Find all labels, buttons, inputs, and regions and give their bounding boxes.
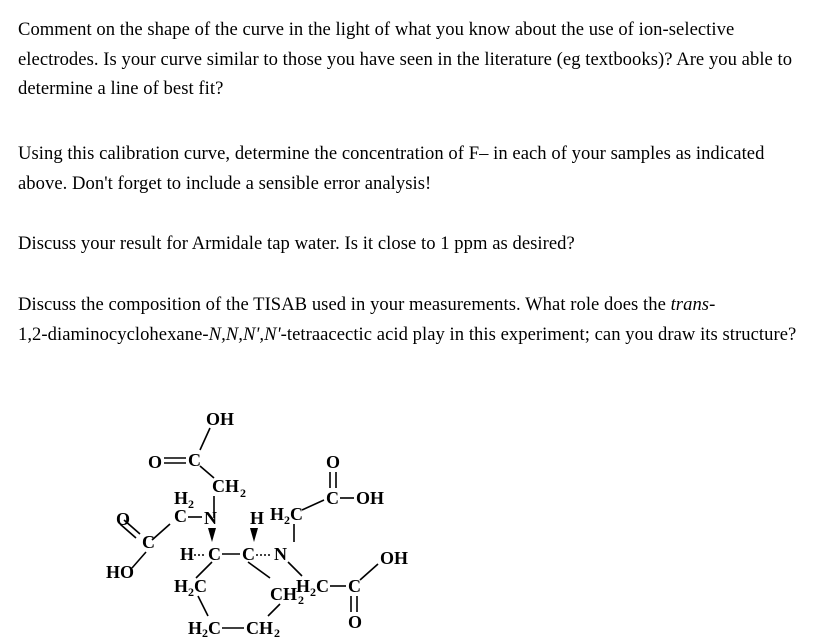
bond-ring-left-bottom xyxy=(198,596,208,616)
label-h2c-right-sub: 2 xyxy=(284,513,290,527)
label-oh-top: OH xyxy=(206,409,235,429)
label-n-left: N xyxy=(204,508,217,528)
cdta-structure-svg xyxy=(96,400,436,637)
bond-oh-c-top xyxy=(200,428,210,450)
wedge-right xyxy=(250,528,258,542)
bond-acid-oh-bottom xyxy=(360,564,378,580)
label-c-acid-bottom: C xyxy=(348,576,361,596)
label-ch2-bottom: CH xyxy=(246,618,273,637)
label-ch2-top-sub: 2 xyxy=(240,486,246,500)
tisab-text-a: Discuss the composition of the TISAB used in your measurements. What role does the xyxy=(18,294,671,315)
label-c-right-top: C xyxy=(326,488,339,508)
label-ch2-top: CH xyxy=(212,476,239,496)
label-n-right: N xyxy=(274,544,287,564)
label-c-ring1: C xyxy=(208,544,221,564)
label-ho-left: HO xyxy=(106,562,135,582)
paragraph-tisab-composition xyxy=(18,290,818,349)
label-h2c-right-c: C xyxy=(290,504,303,524)
tisab-text-e: -tetraacectic acid play in this experiment; can you draw its structure? xyxy=(280,323,797,345)
label-o-left-acid: O xyxy=(116,509,131,529)
label-h-ring-left: H xyxy=(180,544,195,564)
label-h2c-bottom: H xyxy=(188,618,203,637)
label-ch2-bottom-right-sub: 2 xyxy=(298,593,304,607)
label-h-mid: H xyxy=(250,508,265,528)
label-c-top: C xyxy=(188,450,201,470)
label-h2c-right-bottom-sub: 2 xyxy=(310,585,316,599)
label-h2-left-sub: 2 xyxy=(188,497,194,511)
label-oh-right-bottom: OH xyxy=(380,548,409,568)
bond-left-acid-ho xyxy=(132,552,146,568)
paragraph-armidale-tap-water: Discuss your result for Armidale tap water. Is it close to 1 ppm as desired? xyxy=(18,233,575,254)
label-h2c-ring-left-sub: 2 xyxy=(188,585,194,599)
tisab-text-trans: trans- xyxy=(670,294,716,315)
label-oh-right-top: OH xyxy=(356,488,385,508)
label-o-left: O xyxy=(148,452,163,472)
tisab-text-c: 1,2-diaminocyclohexane- xyxy=(18,323,209,345)
label-c-ring-left: C xyxy=(194,576,207,596)
label-c-right-bottom: C xyxy=(316,576,329,596)
bond-n-h2c-bottom xyxy=(288,562,302,576)
label-ch2-bottom-sub: 2 xyxy=(274,626,280,637)
bond-h2c-c-right xyxy=(302,500,324,510)
label-ch2-bottom-right: CH xyxy=(270,584,297,604)
paragraph-ion-selective-curve: Comment on the shape of the curve in the light of what you know about the use of ion-selective electrodes. Is your curve similar to those you have seen in the literature (eg textbooks)? Are you able to determine a line of best fit? xyxy=(18,19,793,99)
label-h2c-ring-left: H xyxy=(174,576,189,596)
paragraph-calibration-curve: Using this calibration curve, determine the concentration of F– in each of your samples as indicated above. Don't forget to include a sensible error analysis! xyxy=(18,143,765,194)
label-o-bottom: O xyxy=(348,612,363,632)
label-c-left: C xyxy=(174,506,187,526)
label-c-ring2: C xyxy=(242,544,255,564)
label-h2-left: H xyxy=(174,488,189,508)
label-h2c-right: H xyxy=(270,504,285,524)
label-c-left-acid: C xyxy=(142,532,155,552)
bond-ring-c-ch2-right xyxy=(248,562,270,578)
label-h2c-bottom-sub: 2 xyxy=(202,626,208,637)
cdta-structure-diagram xyxy=(96,400,436,637)
label-c-bottom: C xyxy=(208,618,221,637)
bond-ring-right-bottom xyxy=(268,604,280,616)
label-h2c-right-bottom: H xyxy=(296,576,311,596)
label-o-right-top: O xyxy=(326,452,341,472)
wedge-left xyxy=(208,528,216,542)
tisab-text-nnnn: N,N,N',N' xyxy=(208,323,281,345)
